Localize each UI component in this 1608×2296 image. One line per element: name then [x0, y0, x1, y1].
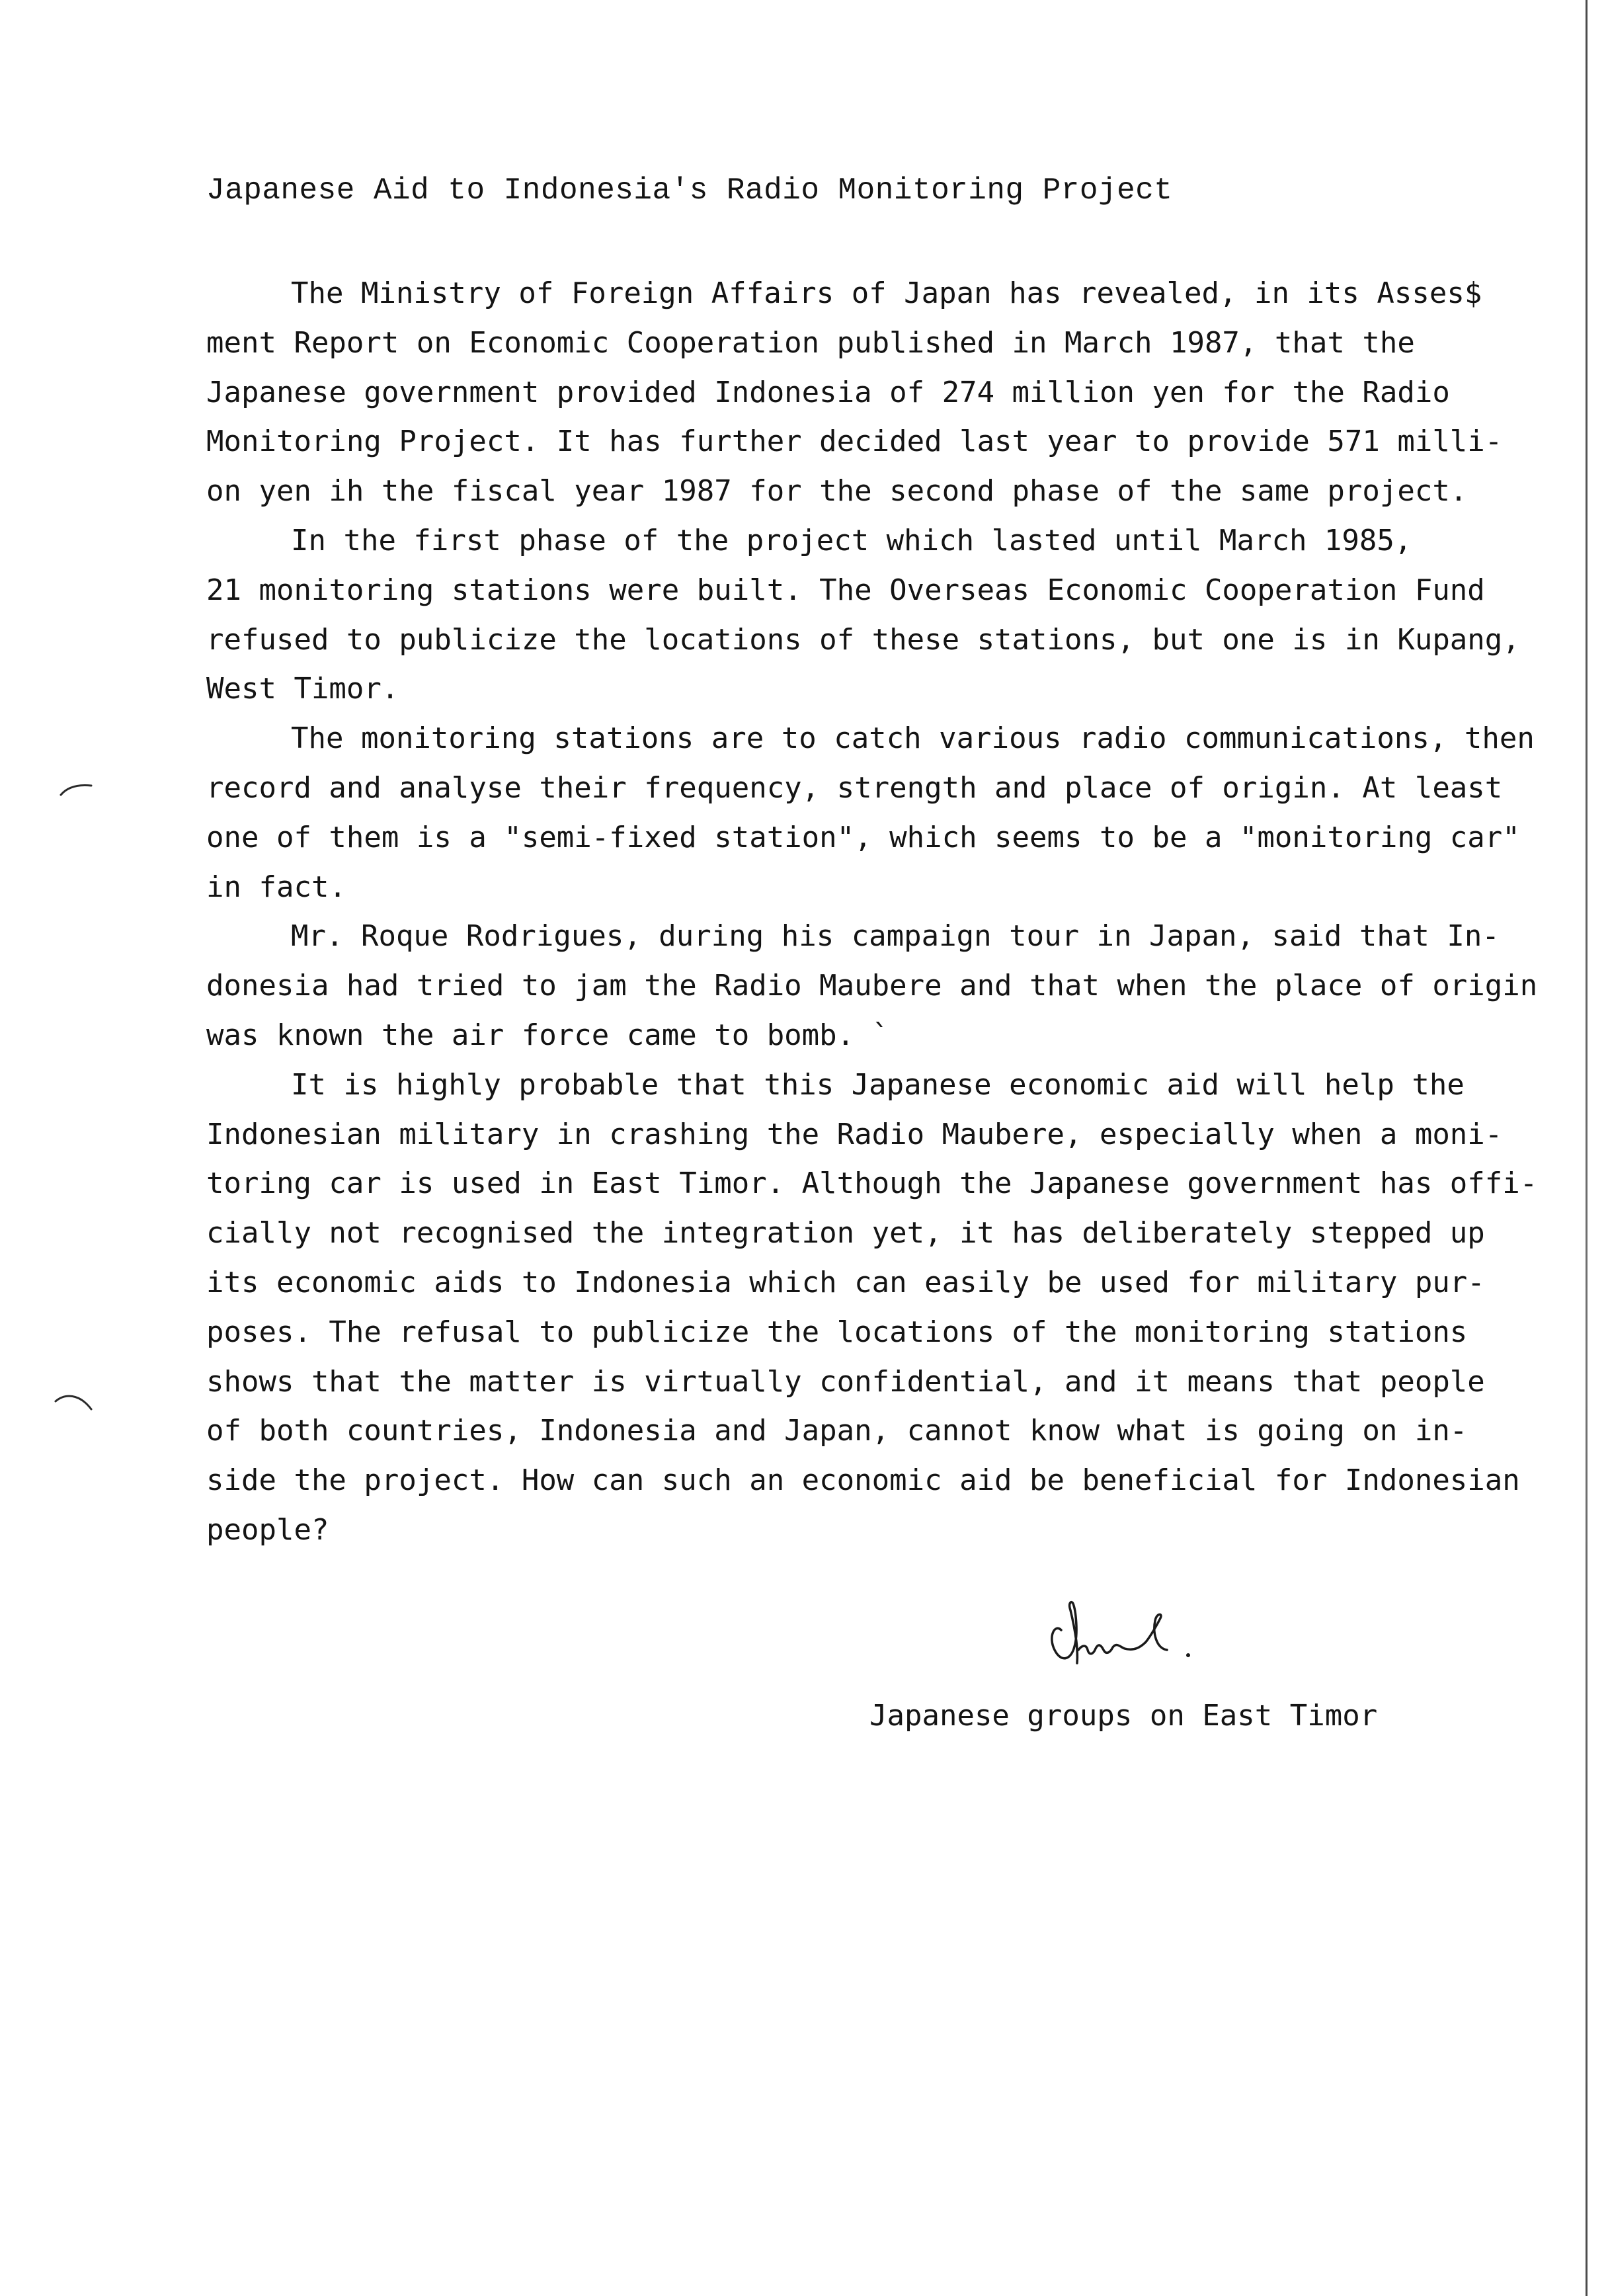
text-line: 21 monitoring stations were built. The Overseas Economic Cooperation Fund [206, 573, 1485, 607]
text-line: ment Report on Economic Cooperation published in March 1987, that the [206, 325, 1415, 360]
margin-stroke-mark [53, 1392, 95, 1416]
text-line: cially not recognised the integration yet, it has deliberately stepped up [206, 1216, 1485, 1250]
text-line: toring car is used in East Timor. Although the Japanese government has offi- [206, 1167, 1538, 1201]
text-line: one of them is a "semi-fixed station", which seems to be a "monitoring car" [206, 820, 1520, 854]
text-line: West Timor. [206, 672, 399, 706]
text-line: Monitoring Project. It has further decided last year to provide 571 milli- [206, 425, 1503, 459]
text-line: Mr. Roque Rodrigues, during his campaign tour in Japan, said that In- [291, 919, 1500, 954]
text-line: poses. The refusal to publicize the locations of the monitoring stations [206, 1315, 1468, 1349]
text-line: In the first phase of the project which lasted until March 1985, [291, 523, 1412, 557]
text-line: its economic aids to Indonesia which can easily be used for military pur- [206, 1265, 1485, 1299]
document-title: Japanese Aid to Indonesia's Radio Monitoring Project [206, 173, 1173, 208]
text-line: of both countries, Indonesia and Japan, cannot know what is going on in- [206, 1414, 1468, 1448]
text-line: Japanese government provided Indonesia of 274 million yen for the Radio [206, 375, 1450, 409]
text-line: The Ministry of Foreign Affairs of Japan has revealed, in its Asses$ [291, 276, 1482, 310]
text-line: It is highly probable that this Japanese economic aid will help the [291, 1067, 1465, 1102]
text-line: in fact. [206, 870, 346, 904]
text-line: shows that the matter is virtually confidential, and it means that people [206, 1364, 1485, 1399]
text-line: record and analyse their frequency, strength and place of origin. At least [206, 770, 1503, 805]
text-line: refused to publicize the locations of these stations, but one is in Kupang, [206, 622, 1520, 657]
text-line: The monitoring stations are to catch various radio communications, then [291, 721, 1535, 756]
text-line: was known the air force came to bomb. ` [206, 1018, 890, 1052]
text-line: donesia had tried to jam the Radio Maubere and that when the place of origin [206, 969, 1538, 1003]
text-line: on yen ih the fiscal year 1987 for the second phase of the same project. [206, 474, 1468, 509]
text-line: people? [206, 1512, 329, 1547]
signoff: Japanese groups on East Timor [869, 1699, 1378, 1733]
margin-stroke-mark [58, 779, 98, 799]
text-line: side the project. How can such an economic aid be beneficial for Indonesian [206, 1463, 1520, 1498]
document-body [206, 269, 1538, 1555]
page-edge-rule [1586, 0, 1588, 2296]
text-line: Indonesian military in crashing the Radio Maubere, especially when a moni- [206, 1117, 1503, 1151]
handwritten-signature [1035, 1584, 1220, 1690]
